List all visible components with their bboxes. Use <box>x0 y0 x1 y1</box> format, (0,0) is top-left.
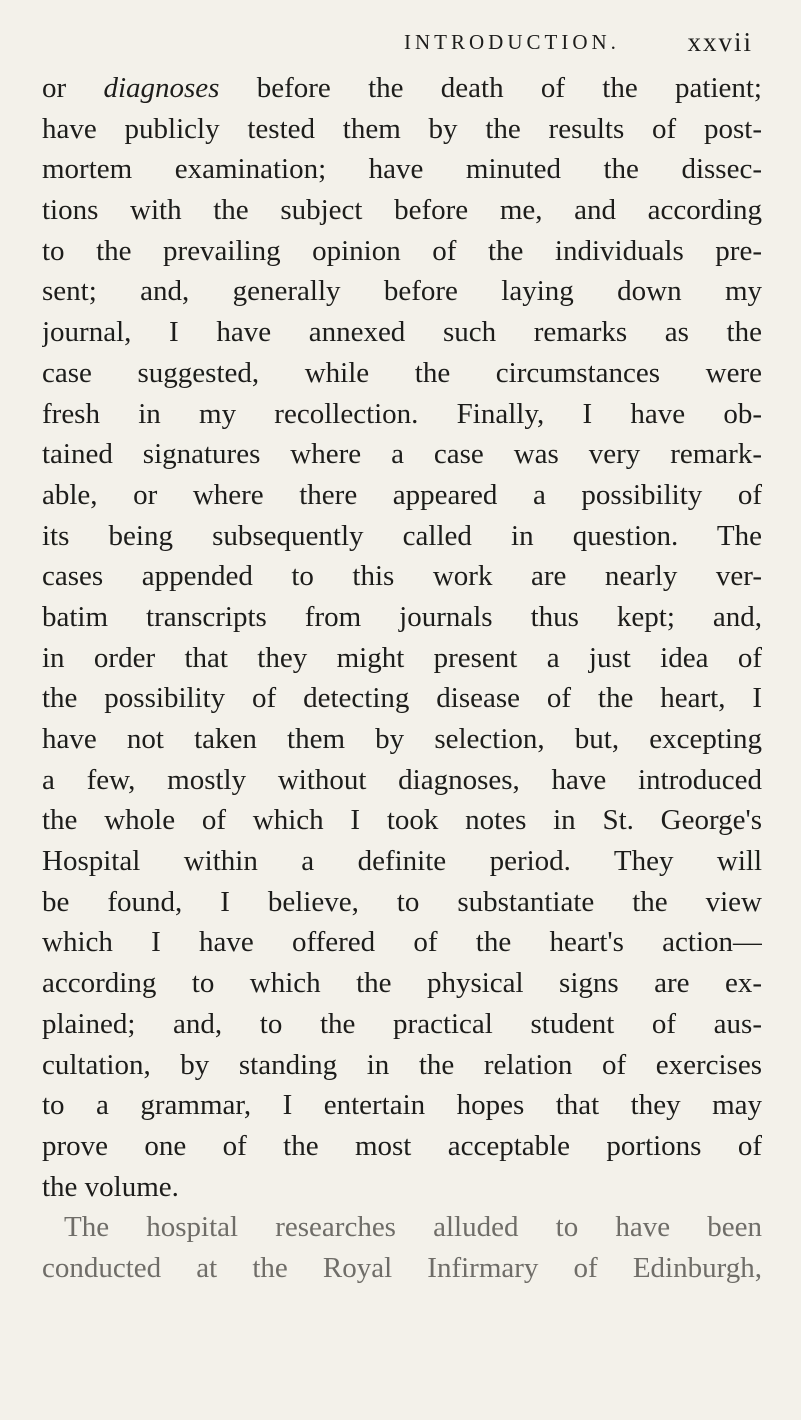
running-head <box>0 22 801 62</box>
text-line: a few, mostly without diagnoses, have introduced <box>42 763 762 796</box>
text-line: sent; and, generally before laying down my <box>42 275 762 308</box>
text-line: to a grammar, I entertain hopes that they may <box>42 1089 762 1122</box>
text-line: the volume. <box>42 1170 179 1203</box>
text-line: conducted at the Royal Infirmary of Edinburgh, <box>42 1251 762 1284</box>
text-line: Hospital within a definite period. They will <box>42 845 762 878</box>
text-line: be found, I believe, to substantiate the view <box>42 885 762 918</box>
text-line: mortem examination; have minuted the dissec- <box>42 153 762 186</box>
running-head-title: INTRODUCTION. <box>404 30 620 54</box>
text-line: fresh in my recollection. Finally, I have ob- <box>42 397 762 430</box>
text-line: the whole of which I took notes in St. George's <box>42 804 762 837</box>
text-line: to the prevailing opinion of the individuals pre- <box>42 234 762 267</box>
text-line: batim transcripts from journals thus kept; and, <box>42 600 762 633</box>
text-line: tions with the subject before me, and according <box>42 194 762 227</box>
text-line: its being subsequently called in question. The <box>42 519 762 552</box>
page-number: xxvii <box>687 27 753 57</box>
text-line: prove one of the most acceptable portions of <box>42 1129 762 1162</box>
italic-word: diagnoses <box>103 72 220 104</box>
body-text <box>42 68 762 1289</box>
text-line: The hospital researches alluded to have been <box>64 1211 762 1244</box>
text-line: according to which the physical signs are ex- <box>42 967 762 1000</box>
text-line: journal, I have annexed such remarks as the <box>42 316 762 349</box>
text-line: which I have offered of the heart's action— <box>42 926 762 959</box>
text-line: in order that they might present a just idea of <box>42 641 762 674</box>
text-line: or diagnoses before the death of the patient; <box>42 72 762 104</box>
text-line: cultation, by standing in the relation of exercises <box>42 1048 762 1081</box>
text-line: have not taken them by selection, but, excepting <box>42 723 762 755</box>
text-line: case suggested, while the circumstances were <box>42 356 762 389</box>
text-line: able, or where there appeared a possibility of <box>42 478 762 511</box>
text-line: the possibility of detecting disease of the heart, I <box>42 682 762 715</box>
text-line: plained; and, to the practical student of aus- <box>42 1007 762 1040</box>
text-line: have publicly tested them by the results of post- <box>42 112 762 145</box>
text-line: tained signatures where a case was very remark- <box>42 438 762 471</box>
text-line: cases appended to this work are nearly ver- <box>42 560 762 593</box>
